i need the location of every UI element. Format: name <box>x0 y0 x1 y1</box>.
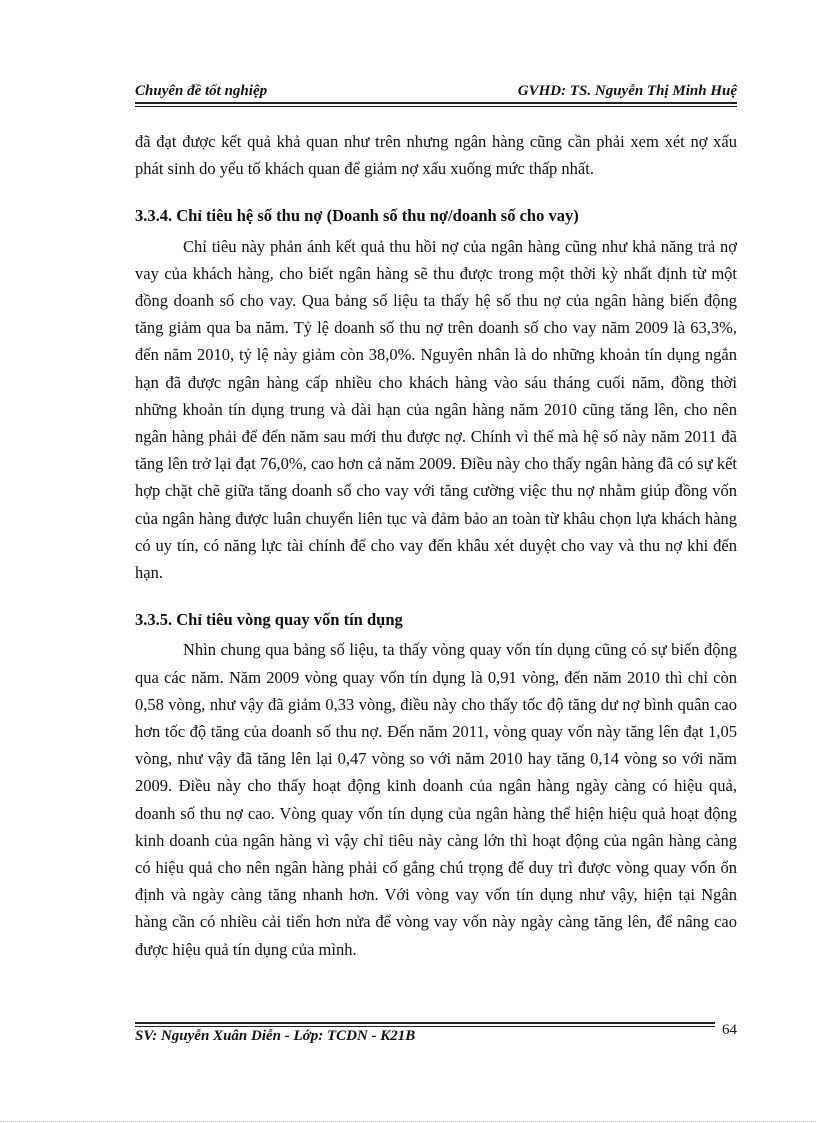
header-supervisor: GVHD: TS. Nguyễn Thị Minh Huệ <box>517 83 737 99</box>
section-3-3-4-paragraph: Chỉ tiêu này phản ánh kết quả thu hồi nợ của ngân hàng cũng như khả năng trả nợ vay của khách hàng, cho biết ngân hàng sẽ thu được trong một thời kỳ nhất định từ một đồng doanh số cho vay. Qua bảng số liệu ta thấy hệ số thu nợ của ngân hàng biến động tăng giảm qua ba năm. Tỷ lệ doanh số thu nợ trên doanh số cho vay năm 2009 là 63,3%, đến năm 2010, tỷ lệ này giảm còn 38,0%. Nguyên nhân là do những khoản tín dụng ngắn hạn đã được ngân hàng cấp nhiều cho khách hàng vào sáu tháng cuối năm, đồng thời những khoản tín dụng trung và dài hạn của ngân hàng năm 2010 cũng tăng lên, cho nên ngân hàng phải để đến năm sau mới thu được nợ. Chính vì thế mà hệ số này năm 2011 đã tăng lên trở lại đạt 76,0%, cao hơn cả năm 2009. Điều này cho thấy ngân hàng đã có sự kết hợp chặt chẽ giữa tăng doanh số cho vay với tăng cường việc thu nợ nhằm giúp đồng vốn của ngân hàng được luân chuyển liên tục và đảm bảo an toàn từ khâu chọn lựa khách hàng có uy tín, có năng lực tài chính để cho vay đến khâu xét duyệt cho vay và thu nợ khi đến hạn. <box>135 236 737 583</box>
footer-rule <box>135 1022 715 1024</box>
section-3-3-4-heading: 3.3.4. Chỉ tiêu hệ số thu nợ (Doanh số thu nợ/doanh số cho vay) <box>135 206 579 226</box>
page-number: 64 <box>722 1022 737 1038</box>
section-3-3-5-paragraph: Nhìn chung qua bảng số liệu, ta thấy vòng quay vốn tín dụng cũng có sự biến động qua các năm. Năm 2009 vòng quay vốn tín dụng là 0,91 vòng, đến năm 2010 thì chỉ còn 0,58 vòng, như vậy đã giảm 0,33 vòng, điều này cho thấy tốc độ tăng dư nợ bình quân cao hơn tốc độ tăng của doanh số thu nợ. Đến năm 2011, vòng quay vốn này tăng lên đạt 1,05 vòng, như vậy đã tăng lên lại 0,47 vòng so với năm 2010 hay tăng 0,14 vòng so với năm 2009. Điều này cho thấy hoạt động kinh doanh của ngân hàng ngày càng có hiệu quả, doanh số thu nợ cao. Vòng quay vốn tín dụng của ngân hàng thể hiện hiệu quả hoạt động kinh doanh của ngân hàng vì vậy chỉ tiêu này càng lớn thì hoạt động của ngân hàng càng có hiệu quả cho nên ngân hàng phải cố gắng chú trọng để duy trì được vòng quay vốn ổn định và ngày càng tăng nhanh hơn. Với vòng vay vốn tín dụng như vậy, hiện tại Ngân hàng cần có nhiều cải tiến hơn nửa để vòng vay vốn này ngày càng tăng lên, để nâng cao được hiệu quả tín dụng của mình. <box>135 640 737 959</box>
intro-paragraph: đã đạt được kết quả khả quan như trên nhưng ngân hàng cũng cần phải xem xét nợ xấu phát sinh do yếu tố khách quan để giảm nợ xấu xuống mức thấp nhất. <box>135 132 737 179</box>
footer-student-info: SV: Nguyễn Xuân Diễn - Lớp: TCDN - K21B <box>135 1028 416 1044</box>
section-3-3-5-heading: 3.3.5. Chỉ tiêu vòng quay vốn tín dụng <box>135 610 403 630</box>
page-header <box>135 74 737 104</box>
header-title: Chuyên đề tốt nghiệp <box>135 83 268 99</box>
footer-rule-thin <box>135 1026 715 1027</box>
document-body <box>135 128 737 963</box>
page-footer <box>135 1022 737 1052</box>
page-bottom-edge <box>0 1121 816 1122</box>
